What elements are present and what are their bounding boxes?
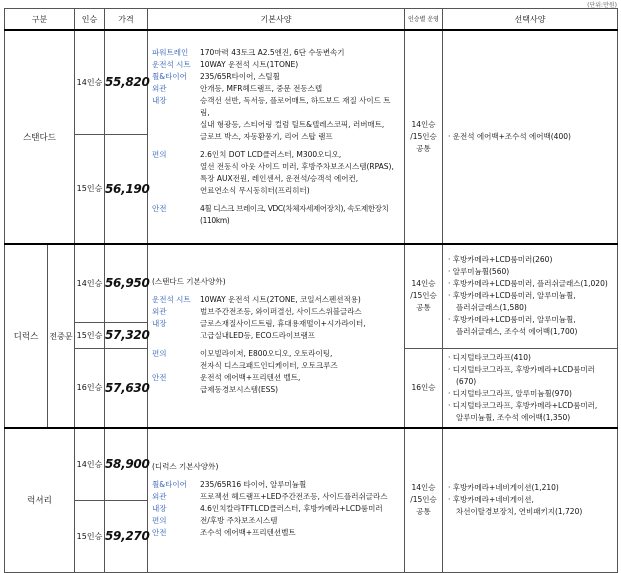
unit-note: (단위:만원) [587,2,617,9]
spec-row: 휠&타이어 235/65R16 타이어, 알루미늄휠 [152,480,307,490]
spec-row: 편의 이모빌라이저, E800오디오, 오토라이팅, [152,349,333,358]
spec-row: 휠&타이어 235/65R타이어, 스틸휠 [152,72,280,81]
spec-row: 고급실내LED등, ECO드라이브램프 [200,331,316,340]
spec-row: 연료연소식 무시동히터(프리히터) [200,186,310,195]
header-seats: 인승 [75,9,105,31]
spec-intro: (디럭스 기본사양外) [152,462,219,472]
header-trim: 구분 [5,9,75,31]
trim-luxury: 럭셔리 [5,428,75,572]
spec-row: 내장 4.6인치칼라TFTLCD클러스터, 후방카메라+LCD룸미러 [152,504,383,514]
seat-standard-15: 15인승 [75,134,105,244]
price-luxury-14: 58,900 [105,428,148,500]
spec-row: 실내 형광등, 스티어링 컬럼 틸트&텔레스코픽, 러버매트, [200,120,385,129]
option-item: · 운전석 에어백+조수석 에어백(400) [448,132,571,141]
passenger-standard: 14인승 /15인승 공통 [405,30,443,244]
deluxe-sub: 전중문 [48,244,75,428]
seat-standard-14: 14인승 [75,30,105,134]
header-price: 가격 [105,9,148,31]
seat-luxury-15: 15인승 [75,500,105,572]
spec-row: 운전석 시트 10WAY 운전석 시트(2TONE, 코일서스펜션적용) [152,295,361,304]
option-item: · 디지털타코그라프, 후방카메라+LCD룸미러, [448,400,598,410]
spec-row: 안전 조수석 에어백+프리텐션벨트 [152,528,296,538]
spec-row: 외관 안개등, MFR헤드램프, 중문 전동스텝 [152,84,323,93]
option-item: · 후방카메라+LCD룸미러, 알루미늄휠, [448,291,576,301]
option-item: · 후방카메라+LCD룸미러(260) [448,255,553,265]
trim-deluxe: 디럭스 [5,244,48,428]
spec-row: 외관 벌브주간전조등, 와이퍼결선, 사이드스위블글라스 [152,307,362,316]
options-luxury [443,428,618,572]
spec-row: 운전석 시트 10WAY 운전석 시트(1TONE) [152,60,299,69]
spec-row: 외관 프로젝션 헤드램프+LED주간전조등, 사이드플러쉬글라스 [152,492,388,502]
spec-row: 안전 4휠 디스크 브레이크, VDC(차체자세제어장치), 속도제한장치(110km) [152,204,389,225]
spec-row: 글로브 박스, 자동환풍기, 리어 스탑 램프 [200,132,333,141]
options-deluxe-a [443,244,618,348]
option-item: · 후방카메라+네비게이션, [448,495,534,505]
spec-standard [148,30,405,244]
trim-standard: 스탠다드 [5,30,75,244]
price-standard-14: 55,820 [105,30,148,134]
options-deluxe-b [443,348,618,428]
price-deluxe-15: 57,320 [105,322,148,348]
option-item: · 후방카메라+LCD룸미러, 알루미늄휠, [448,315,576,325]
header-passenger: 인승별 운영 [405,9,443,31]
spec-row: 열선 전동식 아웃 사이드 미러, 후방주차보조시스템(RPAS), [200,162,394,171]
spec-row: 편의 전/후방 주차보조시스템 [152,516,278,526]
price-deluxe-16: 57,630 [105,348,148,428]
spec-row: 전자식 디스크패드인디케이터, 오토크루즈 [200,361,338,370]
price-table [4,8,618,573]
option-item: 알루미늄휠, 조수석 에어백(1,350) [456,412,571,422]
option-item: 플러쉬글래스(1,580) [456,303,527,313]
seat-deluxe-14: 14인승 [75,244,105,322]
price-luxury-15: 59,270 [105,500,148,572]
spec-row: 파워트레인 170마력 43토크 A2.5엔진, 6단 수동변속기 [152,48,345,57]
spec-deluxe [148,244,405,428]
option-item: · 알루미늄휠(560) [448,267,510,277]
seat-deluxe-15: 15인승 [75,322,105,348]
seat-deluxe-16: 16인승 [75,348,105,428]
passenger-deluxe-b: 16인승 [405,348,443,428]
option-item: 차선이탈경보장치, 연비패키지(1,720) [456,507,583,517]
option-item: · 디지털타코그라프(410) [448,352,531,362]
spec-row: 편의 2.6인치 DOT LCD클러스터, M300오디오, [152,150,342,159]
price-standard-15: 56,190 [105,134,148,244]
spec-luxury [148,428,405,572]
option-item: 플러쉬글래스, 조수석 에어백(1,700) [456,327,578,337]
spec-row: 특장 AUX전원, 레인센서, 운전석/승객석 에어컨, [200,174,359,183]
passenger-deluxe-a: 14인승 /15인승 공통 [405,244,443,348]
price-deluxe-14: 56,950 [105,244,148,322]
spec-row: 내장 승객선 선반, 독서등, 플로어매트, 하드보드 재질 사이드 트림, [152,96,391,117]
spec-row: 내장 글로스재질사이드트림, 휴대용재떨이+시가라이터, [152,319,366,328]
spec-intro: (스탠다드 기본사양外) [152,277,226,286]
passenger-luxury: 14인승 /15인승 공통 [405,428,443,572]
header-options: 선택사양 [443,9,618,31]
spec-row: 급제동경보시스템(ESS) [200,385,279,394]
options-standard [443,30,618,244]
option-item: · 디지털타코그라프, 후방카메라+LCD룸미러(670) [448,364,595,386]
seat-luxury-14: 14인승 [75,428,105,500]
header-spec: 기본사양 [148,9,405,31]
spec-row: 안전 운전석 에어백+프리텐션 벨트, [152,373,301,382]
option-item: · 디지털타코그라프, 알루미늄휠(970) [448,388,572,398]
option-item: · 후방카메라+LCD룸미러, 플러쉬글래스(1,020) [448,279,608,289]
option-item: · 후방카메라+네비게이션(1,210) [448,483,559,493]
